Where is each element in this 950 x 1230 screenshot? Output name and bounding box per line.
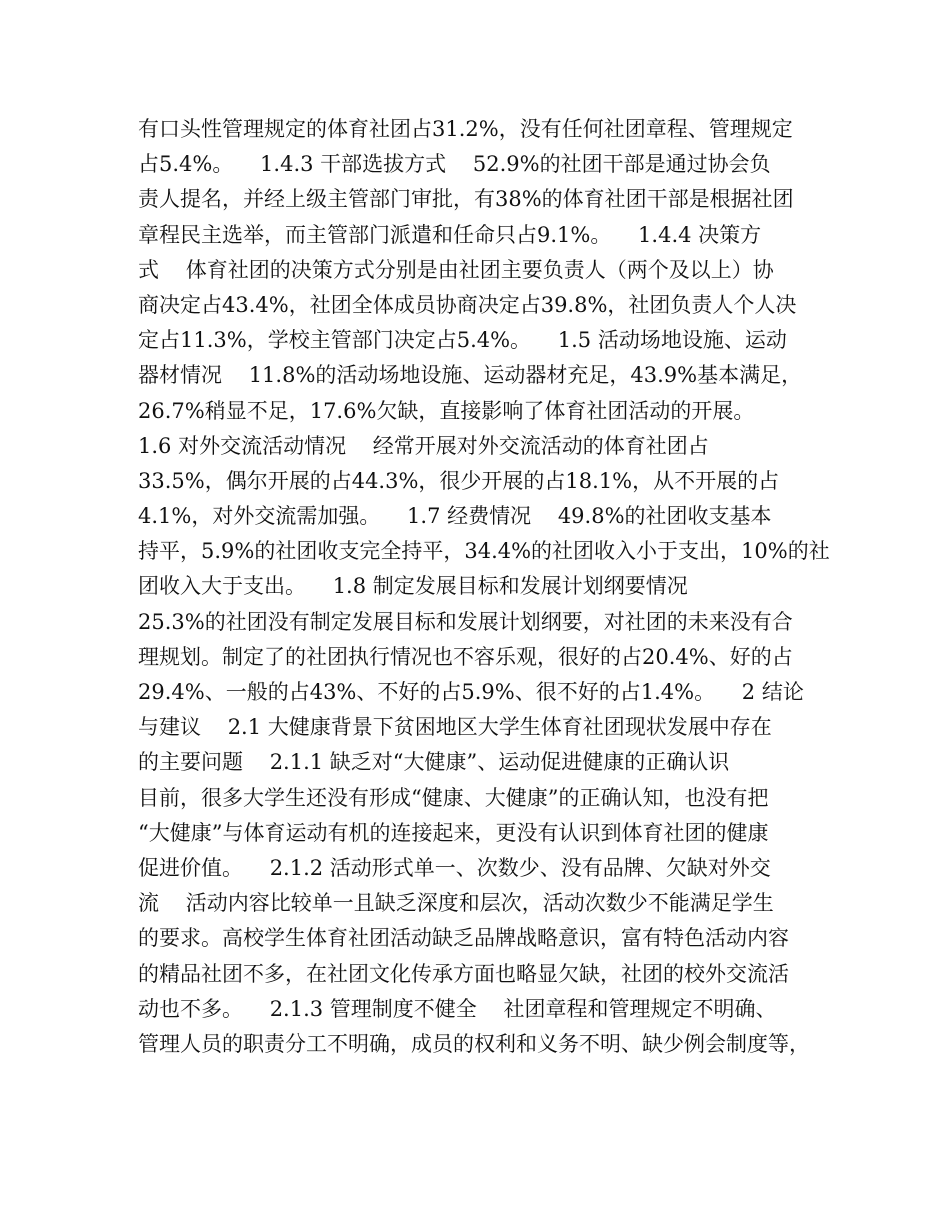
- text-line: 团收入大于支出。 1.8 制定发展目标和发展计划纲要情况: [138, 574, 688, 599]
- text-line: 与建议 2.1 大健康背景下贫困地区大学生体育社团现状发展中存在: [138, 715, 772, 740]
- text-line: 责人提名，并经上级主管部门审批，有38%的体育社团干部是根据社团: [138, 187, 794, 212]
- text-line: 占5.4%。 1.4.3 干部选拔方式 52.9%的社团干部是通过协会负: [138, 152, 771, 177]
- body-text: [138, 112, 838, 1062]
- text-line: 理规划。制定了的社团执行情况也不容乐观，很好的占20.4%、好的占: [138, 644, 793, 669]
- text-line: 管理人员的职责分工不明确，成员的权利和义务不明、缺少例会制度等，: [138, 1031, 810, 1056]
- text-line: 定占11.3%，学校主管部门决定占5.4%。 1.5 活动场地设施、运动: [138, 328, 787, 353]
- text-line: 促进价值。 2.1.2 活动形式单一、次数少、没有品牌、欠缺对外交: [138, 855, 771, 880]
- text-line: 有口头性管理规定的体育社团占31.2%，没有任何社团章程、管理规定: [138, 117, 793, 141]
- text-line: 33.5%，偶尔开展的占44.3%，很少开展的占18.1%，从不开展的占: [138, 468, 780, 493]
- text-line: 持平，5.9%的社团收支完全持平，34.4%的社团收入小于支出，10%的社: [138, 539, 830, 564]
- text-line: 26.7%稍显不足，17.6%欠缺，直接影响了体育社团活动的开展。: [138, 398, 755, 423]
- text-line: 商决定占43.4%，社团全体成员协商决定占39.8%，社团负责人个人决: [138, 292, 797, 317]
- text-line: 29.4%、一般的占43%、不好的占5.9%、很不好的占1.4%。 2 结论: [138, 680, 804, 704]
- text-line: 流 活动内容比较单一且缺乏深度和层次，活动次数少不能满足学生: [138, 891, 774, 916]
- text-line: 的主要问题 2.1.1 缺乏对“大健康”、运动促进健康的正确认识: [138, 750, 730, 775]
- text-line: 章程民主选举，而主管部门派遣和任命只占9.1%。 1.4.4 决策方: [138, 222, 762, 247]
- text-line: 目前，很多大学生还没有形成“健康、大健康”的正确认知，也没有把: [138, 785, 769, 810]
- text-line: 25.3%的社团没有制定发展目标和发展计划纲要，对社团的未来没有合: [138, 609, 793, 634]
- text-line: 动也不多。 2.1.3 管理制度不健全 社团章程和管理规定不明确、: [138, 996, 777, 1021]
- text-line: 1.6 对外交流活动情况 经常开展对外交流活动的体育社团占: [138, 433, 709, 458]
- text-line: 的要求。高校学生体育社团活动缺乏品牌战略意识，富有特色活动内容: [138, 926, 789, 951]
- text-line: 式 体育社团的决策方式分别是由社团主要负责人（两个及以上）协: [138, 257, 774, 282]
- text-line: 的精品社团不多，在社团文化传承方面也略显欠缺，社团的校外交流活: [138, 961, 789, 986]
- text-line: 器材情况 11.8%的活动场地设施、运动器材充足，43.9%基本满足，: [138, 363, 803, 388]
- text-line: “大健康”与体育运动有机的连接起来，更没有认识到体育社团的健康: [138, 820, 769, 845]
- text-line: 4.1%，对外交流需加强。 1.7 经费情况 49.8%的社团收支基本: [138, 504, 772, 529]
